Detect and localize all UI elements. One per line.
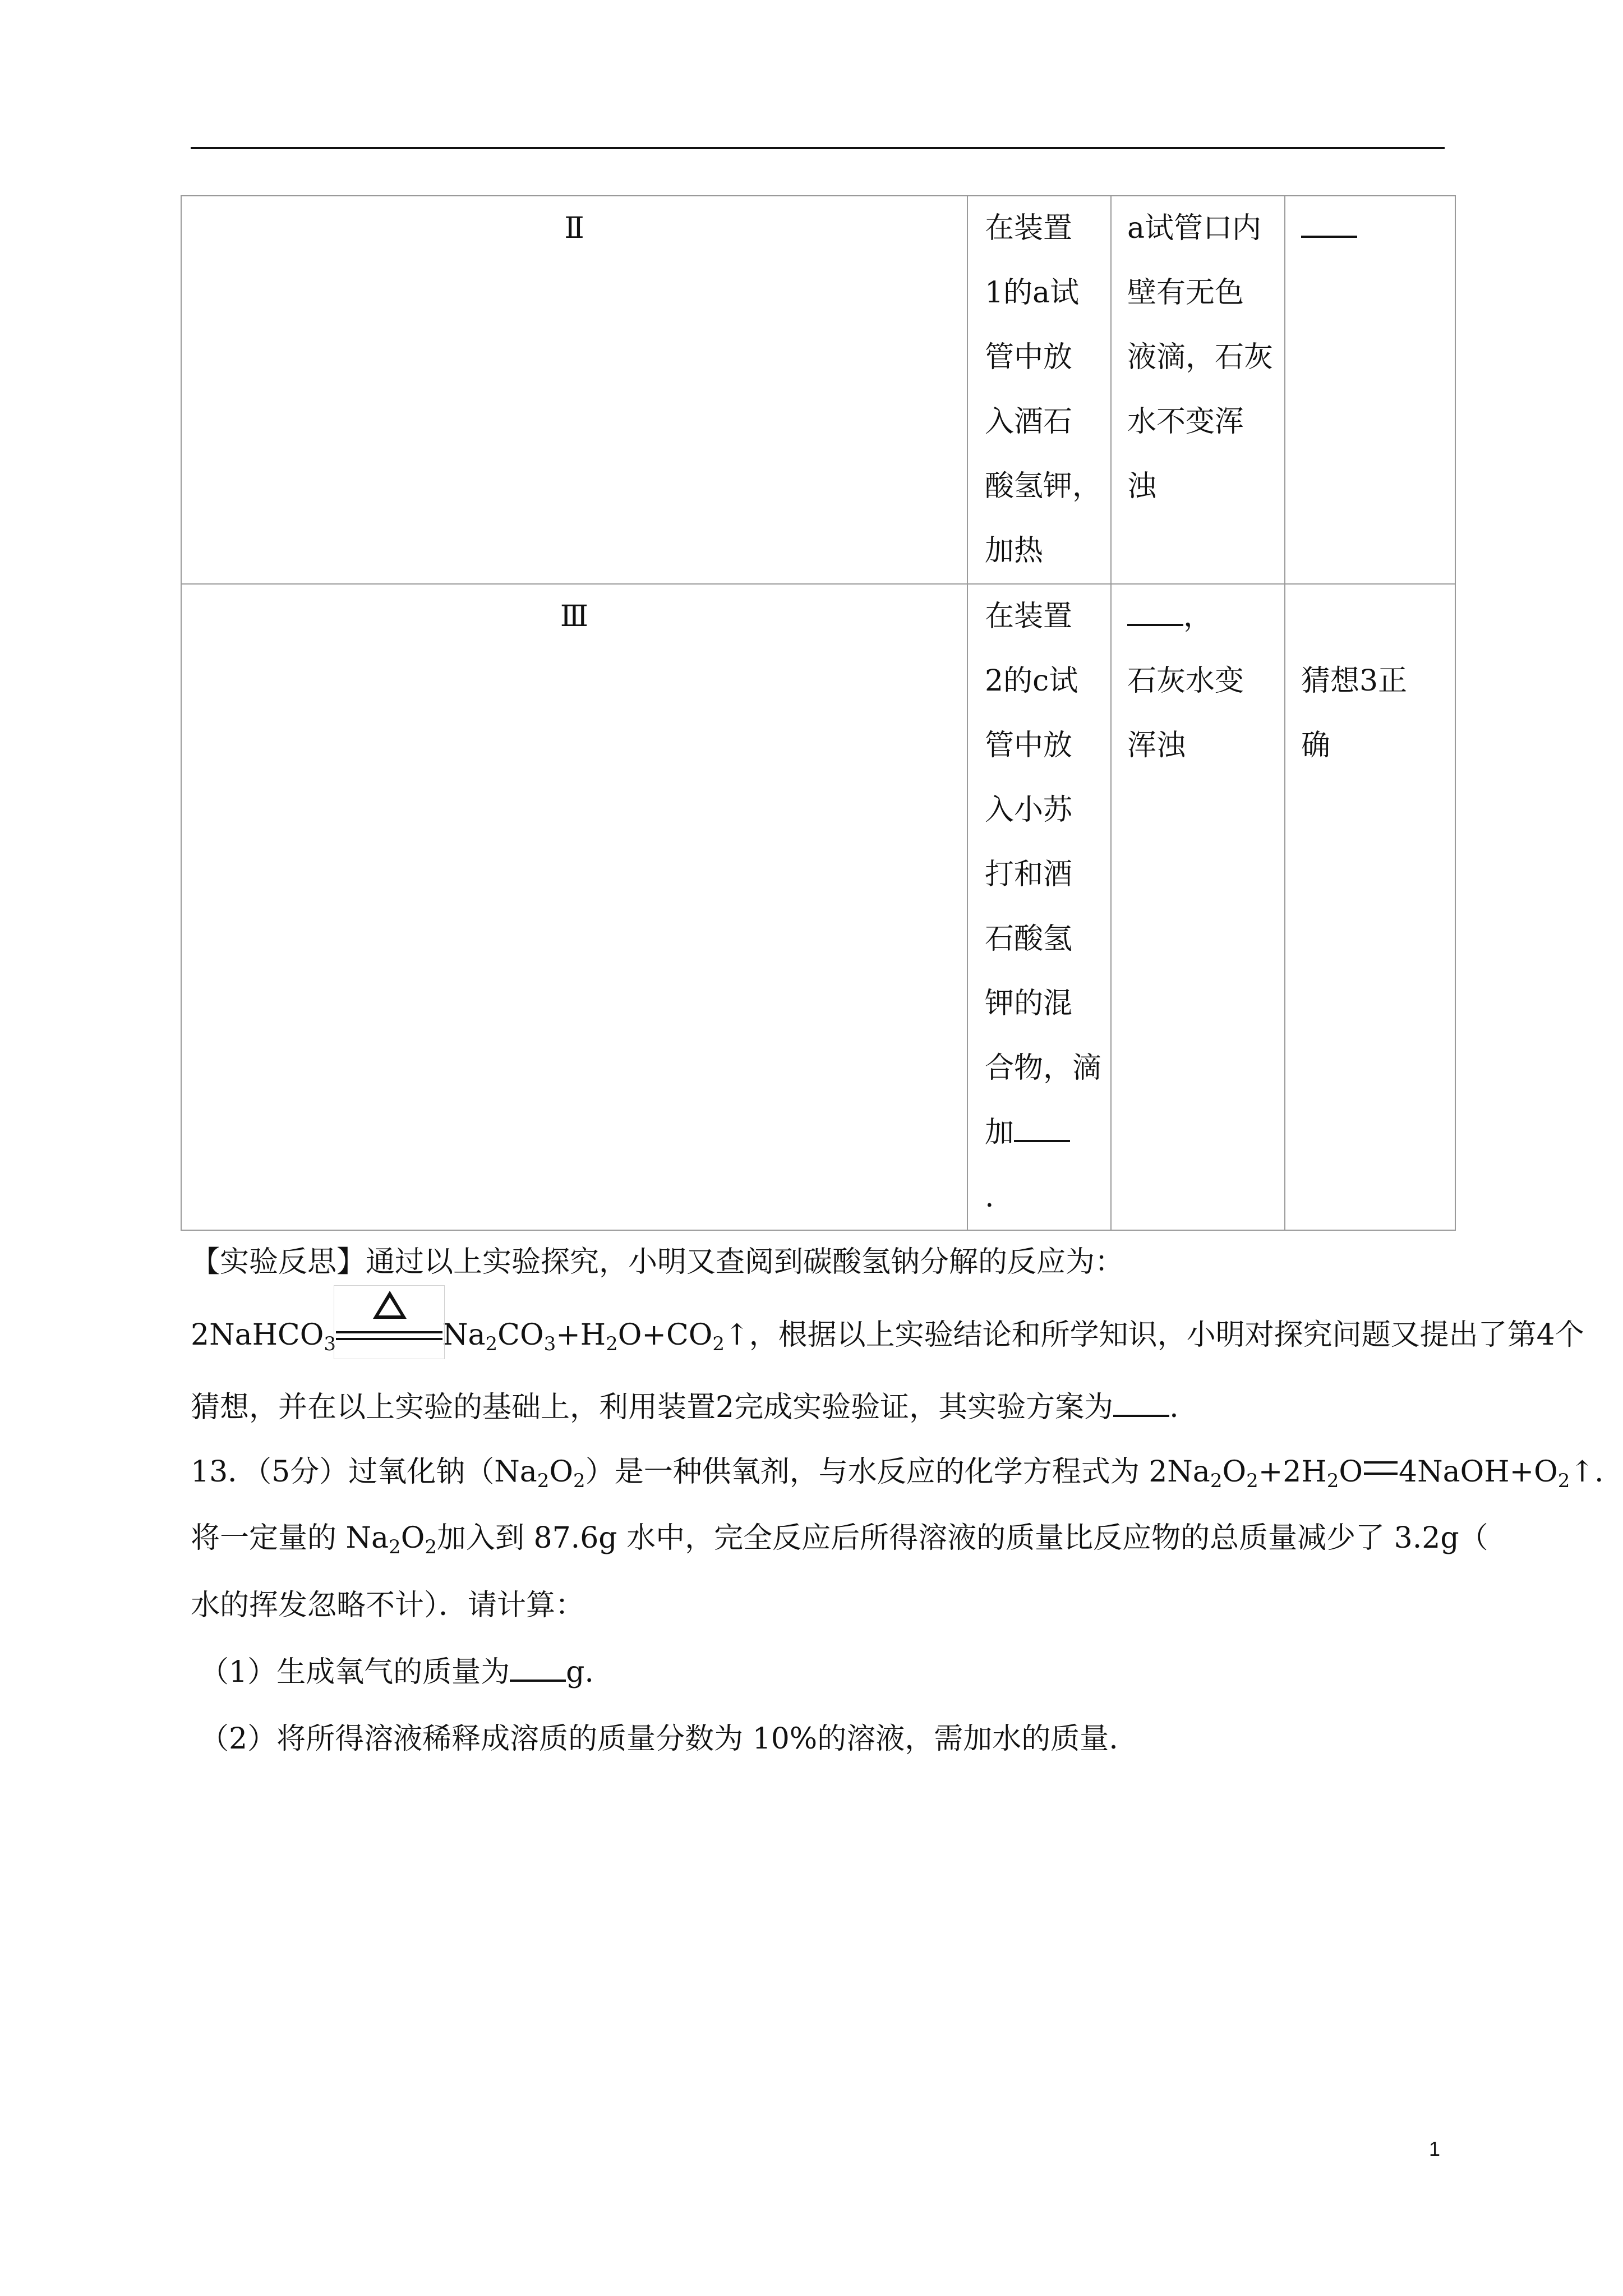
answer-blank — [1113, 1390, 1169, 1417]
phenomenon-cell — [1111, 196, 1285, 584]
phenomenon-text — [1127, 585, 1274, 778]
subscript: 2 — [485, 1333, 498, 1355]
q13-text: O — [1339, 1455, 1363, 1489]
conclusion-cell — [1285, 584, 1455, 1230]
subscript: 2 — [712, 1333, 725, 1355]
header-rule — [191, 147, 1445, 149]
q13-text: 4NaOH+O — [1399, 1455, 1558, 1489]
q13-text: g. — [566, 1655, 594, 1689]
experiment-table — [181, 195, 1456, 1231]
up-arrow-icon: ↑ — [725, 1318, 749, 1352]
question-13-sub-1 — [200, 1655, 594, 1689]
q13-text: ↑. — [1570, 1455, 1604, 1489]
operation-body: 在装置 2的c试 管中放 入小苏 打和酒 石酸氢 钾的混 合物，滴 加 — [985, 600, 1102, 1149]
phenomenon-text: a试管口内 壁有无色 液滴，石灰 水不变浑 浊 — [1127, 211, 1274, 503]
q13-text: ）是一种供氧剂，与水反应的化学方程式为 2Na — [585, 1455, 1210, 1489]
subscript: 2 — [573, 1470, 585, 1492]
row-number-cell — [181, 196, 967, 584]
row-number: Ⅲ — [560, 600, 589, 633]
phenomenon-comma: ， — [1183, 600, 1213, 633]
phenomenon-body: 石灰水变 浑浊 — [1127, 664, 1244, 762]
q13-text: O — [549, 1455, 574, 1489]
formula-text: Na — [442, 1318, 486, 1352]
page-number: 1 — [1429, 2137, 1441, 2160]
subscript: 2 — [537, 1470, 550, 1492]
equals-sign — [1364, 1461, 1398, 1475]
row-number: Ⅱ — [564, 211, 584, 245]
period: . — [1169, 1391, 1179, 1424]
subscript: 3 — [324, 1333, 336, 1355]
question-13-line-1 — [191, 1455, 1604, 1492]
subscript: 3 — [543, 1333, 556, 1355]
operation-text: 在装置 1的a试 管中放 入酒石 酸氢钾， 加热 — [985, 211, 1102, 568]
q13-text: O — [400, 1521, 425, 1555]
reflection-line-3 — [191, 1390, 1179, 1424]
q13-text: 将一定量的 Na — [191, 1521, 389, 1555]
subscript: 2 — [389, 1536, 401, 1558]
q13-text: （1）生成氧气的质量为 — [200, 1655, 510, 1689]
q13-text: O — [1222, 1455, 1247, 1489]
question-13-line-3: 水的挥发忽略不计）．请计算： — [191, 1589, 585, 1622]
subscript: 2 — [1326, 1470, 1339, 1492]
reflection-text: ，根据以上实验结论和所学知识，小明对探究问题又提出了第4个 — [749, 1318, 1584, 1352]
formula-text: O+CO — [617, 1318, 713, 1352]
heat-equals-sign — [336, 1319, 442, 1352]
operation-cell — [967, 584, 1111, 1230]
conclusion-text: 猜想3正 确 — [1301, 664, 1408, 762]
reflection-line-1: 【实验反思】通过以上实验探究，小明又查阅到碳酸氢钠分解的反应为： — [191, 1245, 1124, 1279]
formula-text: CO — [497, 1318, 544, 1352]
phenomenon-cell — [1111, 584, 1285, 1230]
question-13-sub-2: （2）将所得溶液稀释成溶质的质量分数为 10%的溶液，需加水的质量. — [200, 1722, 1118, 1756]
q13-text: 13．（5分）过氧化钠（Na — [191, 1455, 537, 1489]
formula-text: 2NaHCO — [191, 1318, 324, 1352]
operation-text — [985, 585, 1101, 1230]
table-row — [181, 196, 1455, 584]
subscript: 2 — [1210, 1470, 1223, 1492]
subscript: 2 — [425, 1536, 437, 1558]
subscript: 2 — [606, 1333, 618, 1355]
subscript: 2 — [1557, 1470, 1570, 1492]
answer-blank — [1014, 1105, 1070, 1142]
q13-text: 加入到 87.6g 水中，完全反应后所得溶液的质量比反应物的总质量减少了 3.2g（ — [436, 1521, 1488, 1555]
row-number-cell — [181, 584, 967, 1230]
formula-text: +H — [556, 1318, 606, 1352]
answer-blank — [510, 1655, 566, 1682]
question-13-line-2 — [191, 1521, 1488, 1558]
reflection-line-2 — [191, 1318, 1584, 1355]
q13-text: +2H — [1258, 1455, 1327, 1489]
subscript: 2 — [1246, 1470, 1258, 1492]
operation-cell — [967, 196, 1111, 584]
conclusion-cell — [1285, 196, 1455, 584]
answer-blank — [1127, 589, 1183, 626]
answer-blank — [1301, 201, 1357, 238]
operation-end: . — [985, 1180, 994, 1214]
reflection-text: 猜想，并在以上实验的基础上，利用装置2完成实验验证，其实验方案为 — [191, 1391, 1114, 1424]
table-row — [181, 584, 1455, 1230]
